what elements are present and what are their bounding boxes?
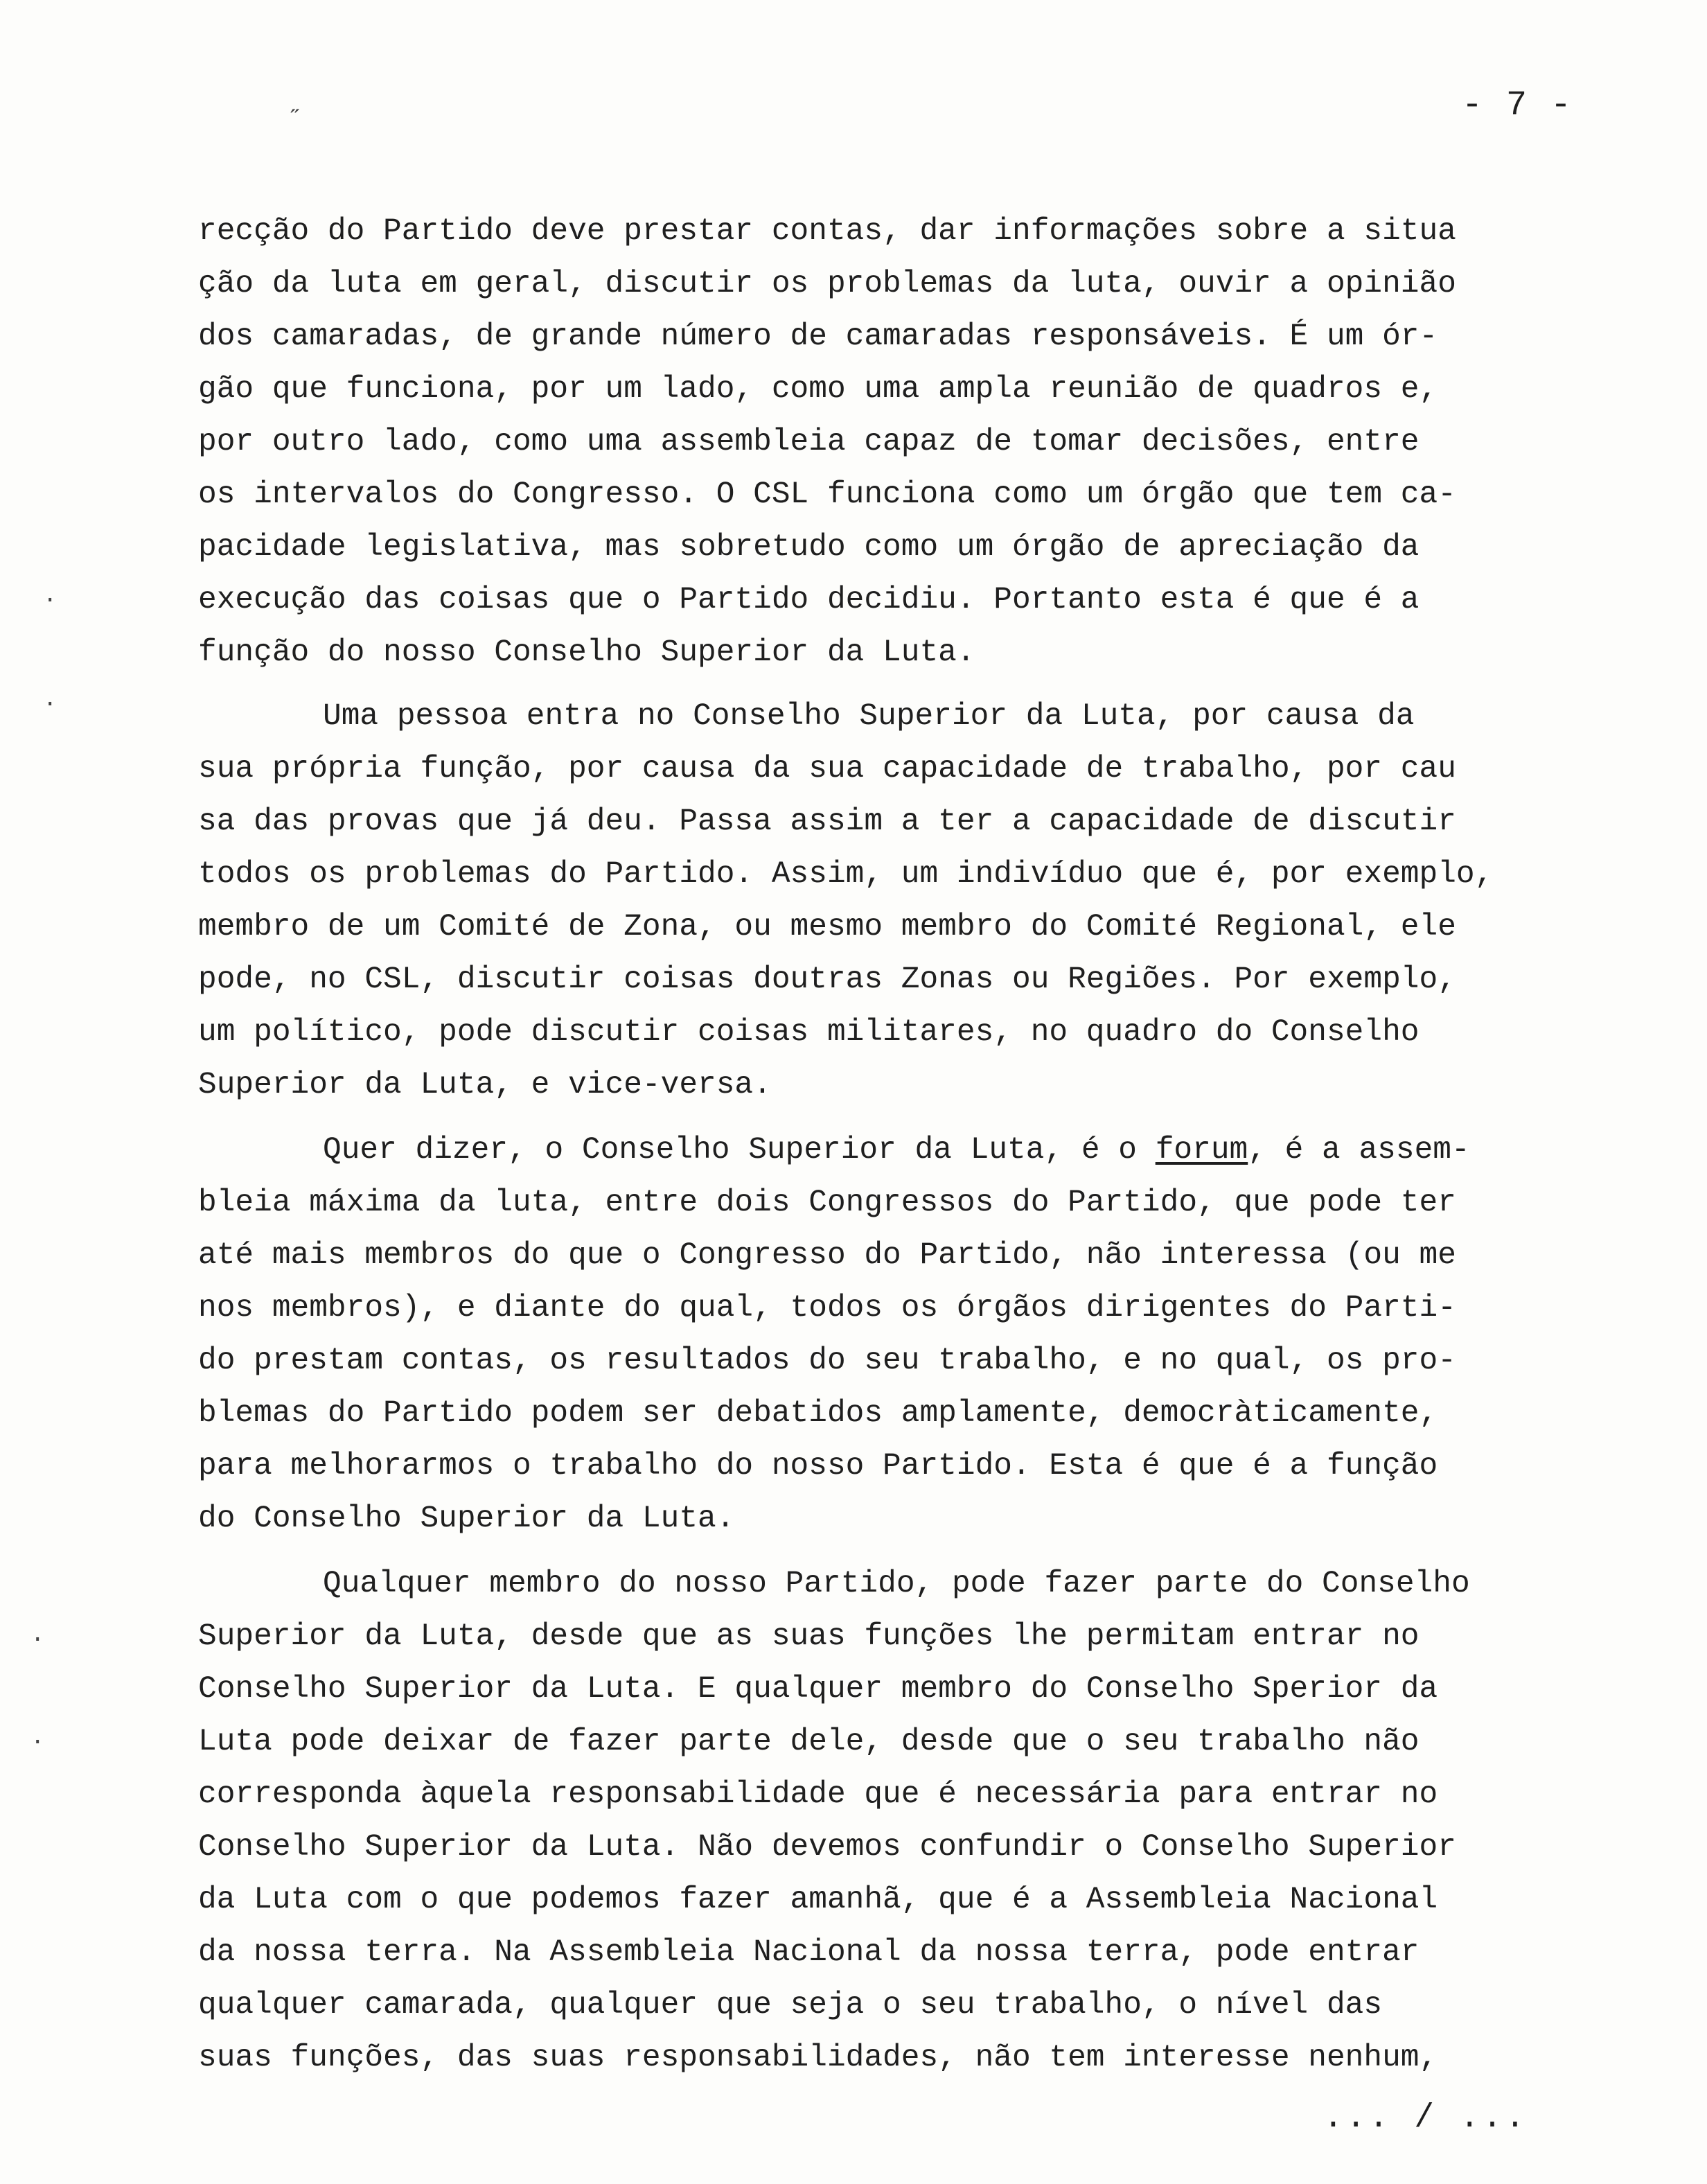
text-line: sua própria função, por causa da sua capacidade de trabalho, por cau bbox=[198, 752, 1456, 786]
paragraph-3 bbox=[198, 1124, 1653, 1545]
text-line: Luta pode deixar de fazer parte dele, desde que o seu trabalho não bbox=[198, 1725, 1419, 1759]
scan-dot-icon: · bbox=[43, 692, 58, 718]
text-line: por outro lado, como uma assembleia capaz de tomar decisões, entre bbox=[198, 425, 1419, 459]
text-line: Qualquer membro do nosso Partido, pode fazer parte do Conselho bbox=[323, 1567, 1470, 1601]
text-line: blemas do Partido podem ser debatidos amplamente, democràticamente, bbox=[198, 1396, 1438, 1431]
text-line: ção da luta em geral, discutir os problemas da luta, ouvir a opinião bbox=[198, 267, 1456, 301]
text-line: da Luta com o que podemos fazer amanhã, que é a Assembleia Nacional bbox=[198, 1883, 1438, 1917]
underlined-word: forum bbox=[1155, 1133, 1248, 1168]
text-line: Conselho Superior da Luta. Não devemos confundir o Conselho Superior bbox=[198, 1830, 1456, 1865]
paragraph-4 bbox=[198, 1558, 1653, 2084]
text-line: função do nosso Conselho Superior da Luta. bbox=[198, 635, 975, 670]
continuation-marker: ... / ... bbox=[1323, 2099, 1528, 2137]
text-line: um político, pode discutir coisas militares, no quadro do Conselho bbox=[198, 1015, 1419, 1050]
text-line: execução das coisas que o Partido decidiu. Portanto esta é que é a bbox=[198, 583, 1419, 617]
text-line: do prestam contas, os resultados do seu trabalho, e no qual, os pro- bbox=[198, 1344, 1456, 1378]
text-line: bleia máxima da luta, entre dois Congressos do Partido, que pode ter bbox=[198, 1186, 1456, 1220]
text-line: para melhorarmos o trabalho do nosso Partido. Esta é que é a função bbox=[198, 1449, 1438, 1483]
text-line: Quer dizer, o Conselho Superior da Luta, é o forum, é a assem- bbox=[323, 1133, 1470, 1168]
text-line: nos membros), e diante do qual, todos os órgãos dirigentes do Parti- bbox=[198, 1291, 1456, 1326]
text-line: da nossa terra. Na Assembleia Nacional da nossa terra, pode entrar bbox=[198, 1935, 1419, 1970]
text-line: dos camaradas, de grande número de camaradas responsáveis. É um ór- bbox=[198, 319, 1438, 354]
text-line: sa das provas que já deu. Passa assim a ter a capacidade de discutir bbox=[198, 804, 1456, 839]
text-line: membro de um Comité de Zona, ou mesmo membro do Comité Regional, ele bbox=[198, 910, 1456, 944]
paragraph-1 bbox=[198, 205, 1653, 679]
text-line: pacidade legislativa, mas sobretudo como um órgão de apreciação da bbox=[198, 530, 1419, 565]
text-line: corresponda àquela responsabilidade que é necessária para entrar no bbox=[198, 1777, 1438, 1812]
scan-dot-icon: · bbox=[30, 1729, 45, 1756]
text-line: os intervalos do Congresso. O CSL funciona como um órgão que tem ca- bbox=[198, 477, 1456, 512]
text-line: todos os problemas do Partido. Assim, um indivíduo que é, por exemplo, bbox=[198, 857, 1494, 892]
page-number: - 7 - bbox=[1462, 86, 1573, 125]
text-line: Conselho Superior da Luta. E qualquer membro do Conselho Sperior da bbox=[198, 1672, 1438, 1707]
text-line: recção do Partido deve prestar contas, dar informações sobre a situa bbox=[198, 214, 1456, 249]
scan-dot-icon: · bbox=[30, 1627, 45, 1653]
text-line: até mais membros do que o Congresso do Partido, não interessa (ou me bbox=[198, 1238, 1456, 1273]
text-line: Uma pessoa entra no Conselho Superior da Luta, por causa da bbox=[323, 699, 1415, 734]
text-line: pode, no CSL, discutir coisas doutras Zonas ou Regiões. Por exemplo, bbox=[198, 962, 1456, 997]
text-line: do Conselho Superior da Luta. bbox=[198, 1502, 735, 1536]
text-line: Superior da Luta, e vice-versa. bbox=[198, 1068, 772, 1102]
text-line: Superior da Luta, desde que as suas funções lhe permitam entrar no bbox=[198, 1619, 1419, 1654]
scan-mark-icon: ˶ bbox=[291, 97, 306, 123]
scan-dot-icon: · bbox=[43, 588, 58, 614]
paragraph-2 bbox=[198, 690, 1653, 1111]
text-line: gão que funciona, por um lado, como uma ampla reunião de quadros e, bbox=[198, 372, 1438, 407]
text-line: suas funções, das suas responsabilidades, não tem interesse nenhum, bbox=[198, 2041, 1438, 2075]
text-line: qualquer camarada, qualquer que seja o seu trabalho, o nível das bbox=[198, 1988, 1383, 2023]
